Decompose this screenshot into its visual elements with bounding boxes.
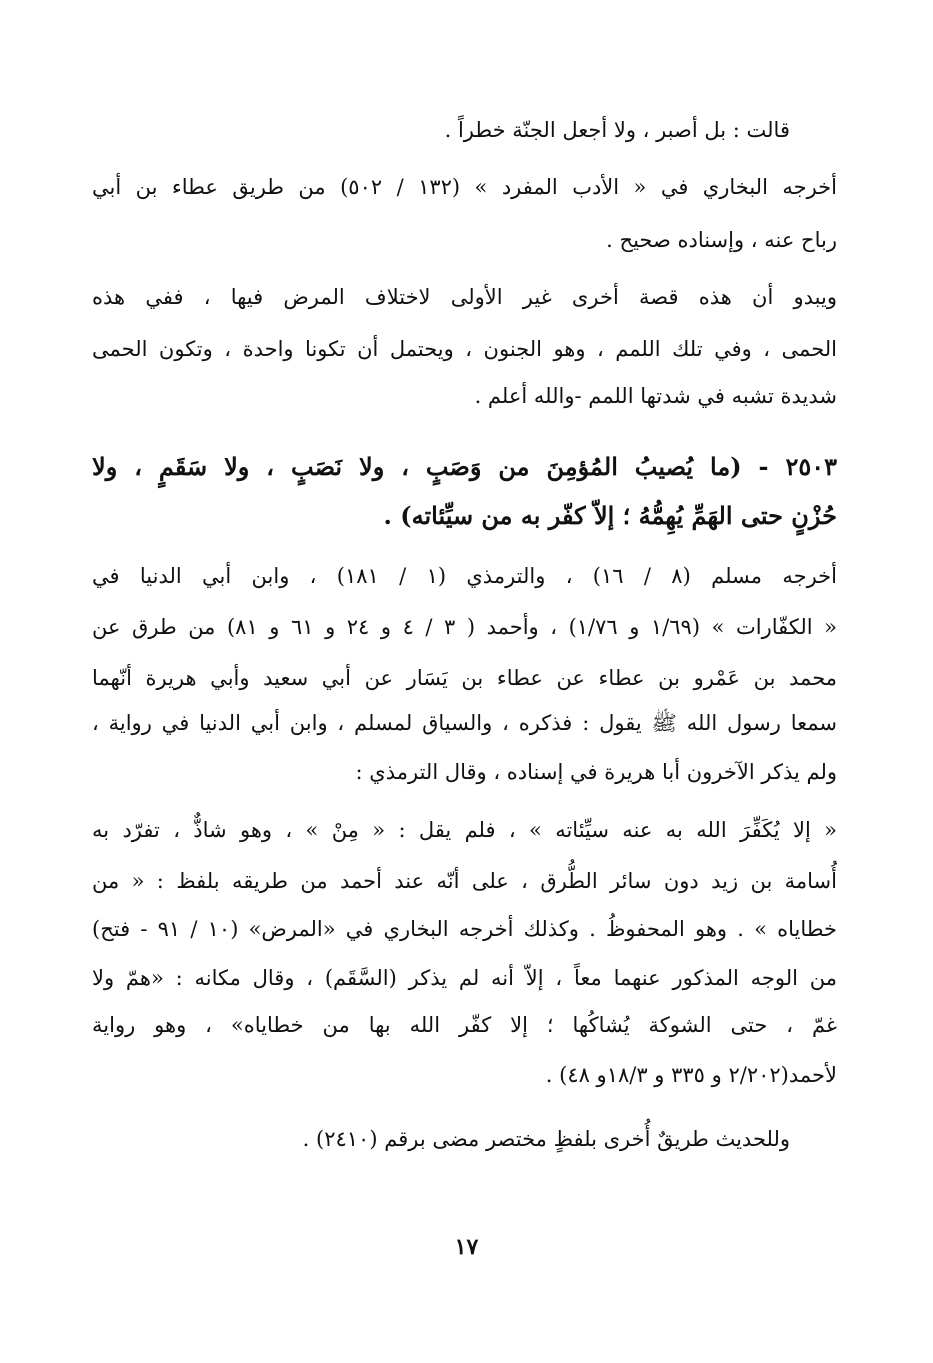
text-line: غمّ ، حتى الشوكة يُشاكُها ؛ إلا كفّر الله بها من خطاياه» ، وهو رواية <box>92 1013 837 1037</box>
text-line: خطاياه » . وهو المحفوظُ . وكذلك أخرجه البخاري في «المرض» (١٠ / ٩١ - فتح) <box>92 917 837 941</box>
text-line: ويبدو أن هذه قصة أخرى غير الأولى لاختلاف المرض فيها ، ففي هذه <box>92 285 837 309</box>
text-line: « الكفّارات » (١/٦٩ و ١/٧٦) ، وأحمد ( ٣ / ٤ و ٢٤ و ٦١ و ٨١) من طرق عن <box>92 615 837 639</box>
hadith-heading: ٢٥٠٣ - (ما يُصيبُ المُؤمِنَ من وَصَبٍ ، ولا نَصَبٍ ، ولا سَقَمٍ ، ولا <box>92 452 837 481</box>
text-line: وللحديث طريقٌ أُخرى بلفظٍ مختصر مضى برقم (٢٤١٠) . <box>302 1127 790 1151</box>
text-line: شديدة تشبه في شدتها اللمم -والله أعلم . <box>474 384 837 408</box>
text-line: أخرجه البخاري في « الأدب المفرد » (١٣٢ / ٥٠٢) من طريق عطاء بن أبي <box>92 175 837 199</box>
text-line: لأحمد(٢/٢٠٢ و ٣٣٥ و ١٨/٣و ٤٨) . <box>545 1063 837 1087</box>
text-line: محمد بن عَمْرو بن عطاء عن عطاء بن يَسَار عن أبي سعيد وأبي هريرة أنّهما <box>92 666 837 690</box>
text-line: سمعا رسول الله ﷺ يقول : فذكره ، والسياق لمسلم ، وابن أبي الدنيا في رواية ، <box>92 711 837 735</box>
text-line: قالت : بل أصبر ، ولا أجعل الجنّة خطراً . <box>444 118 790 142</box>
text-line: من الوجه المذكور عنهما معاً ، إلاّ أنه لم يذكر (السَّقَم) ، وقال مكانه : «همّ ولا <box>92 966 837 990</box>
text-line: أُسامة بن زيد دون سائر الطُّرق ، على أنّه عند أحمد من طريقه بلفظ : « من <box>92 869 837 893</box>
text-line: الحمى ، وفي تلك اللمم ، وهو الجنون ، ويحتمل أن تكونا واحدة ، وتكون الحمى <box>92 337 837 361</box>
text-line: رباح عنه ، وإسناده صحيح . <box>606 228 837 252</box>
text-line: ولم يذكر الآخرون أبا هريرة في إسناده ، وقال الترمذي : <box>355 760 837 784</box>
text-line: « إلا يُكَفِّرَ الله به عنه سيِّئاته » ، فلم يقل : « مِنْ » ، وهو شاذٌّ ، تفرّد به <box>92 818 837 842</box>
page-number: ١٧ <box>454 1234 479 1260</box>
text-line: أخرجه مسلم (٨ / ١٦) ، والترمذي (١ / ١٨١) ، وابن أبي الدنيا في <box>92 564 837 588</box>
hadith-heading: حُزْنٍ حتى الهَمِّ يُهِمُّهُ ؛ إلاّ كفّر به من سيِّئاته) . <box>383 501 837 530</box>
